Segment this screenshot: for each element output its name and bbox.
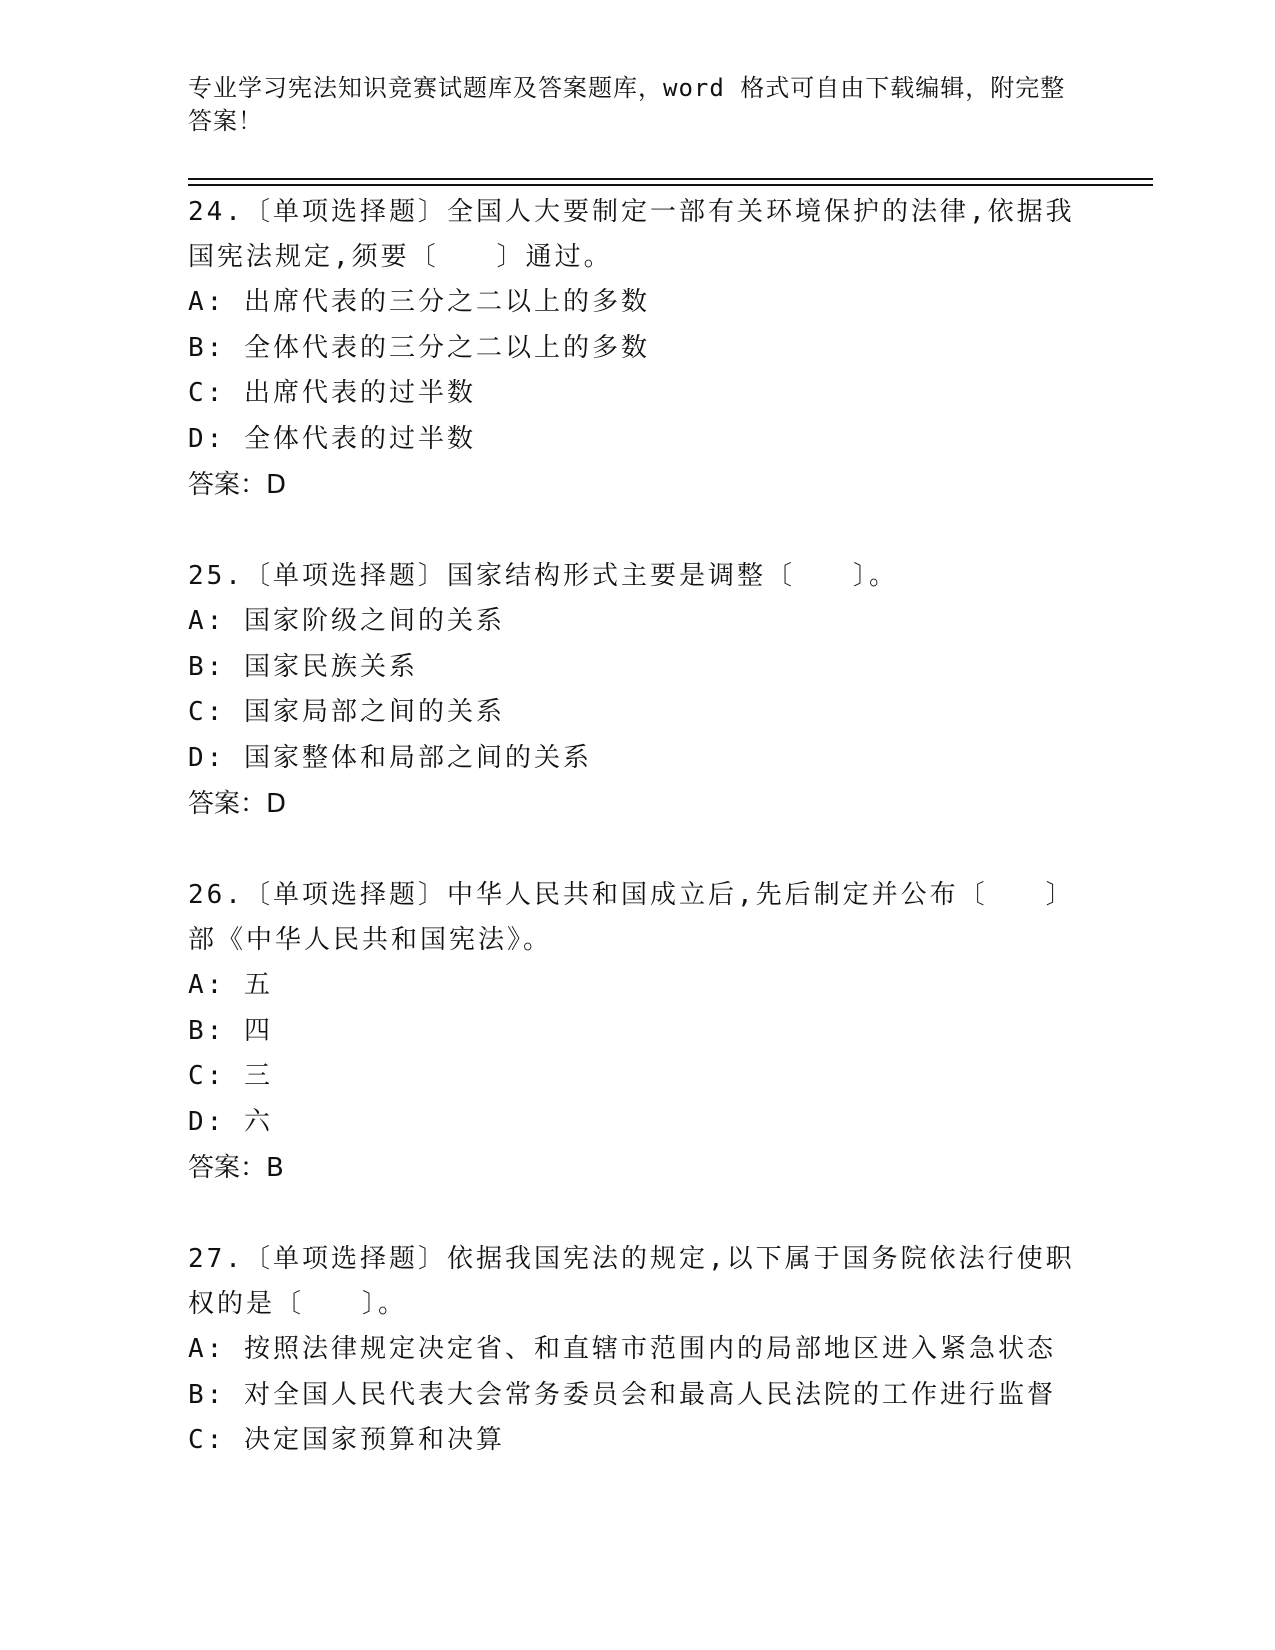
option-a: A: 国家阶级之间的关系 [188, 606, 505, 636]
option-a: A: 按照法律规定决定省、和直辖市范围内的局部地区进入紧急状态 [188, 1334, 1056, 1364]
header-divider-top [188, 178, 1153, 180]
question-list [188, 190, 1088, 1510]
option-b: B: 对全国人民代表大会常务委员会和最高人民法院的工作进行监督 [188, 1379, 1056, 1410]
option-d: D: 国家整体和局部之间的关系 [188, 742, 592, 773]
option-c: C: 出席代表的过半数 [188, 378, 476, 408]
option-c: C: 决定国家预算和决算 [188, 1425, 505, 1455]
option-c: C: 三 [188, 1061, 273, 1091]
question-26 [188, 873, 1088, 1191]
option-d: D: 六 [188, 1106, 273, 1137]
option-b: B: 四 [188, 1015, 273, 1046]
option-b: B: 全体代表的三分之二以上的多数 [188, 332, 650, 363]
answer-line: 答案：D [188, 470, 287, 500]
answer-line: 答案：D [188, 789, 287, 819]
option-d: D: 全体代表的过半数 [188, 423, 476, 454]
question-24 [188, 190, 1088, 508]
option-b: B: 国家民族关系 [188, 651, 418, 682]
question-25 [188, 554, 1088, 827]
header-divider-bottom [188, 184, 1153, 186]
question-27 [188, 1237, 1088, 1464]
question-stem: 25.〔单项选择题〕国家结构形式主要是调整〔 〕。 [188, 561, 898, 591]
question-stem: 24.〔单项选择题〕全国人大要制定一部有关环境保护的法律,依据我国宪法规定,须要〔 〕通过。 [188, 197, 1075, 272]
option-a: A: 出席代表的三分之二以上的多数 [188, 287, 650, 317]
question-stem: 26.〔单项选择题〕中华人民共和国成立后,先后制定并公布〔 〕部《中华人民共和国宪法》。 [188, 880, 1075, 955]
answer-line: 答案：B [188, 1153, 284, 1183]
option-a: A: 五 [188, 970, 273, 1000]
option-c: C: 国家局部之间的关系 [188, 697, 505, 727]
document-header: 专业学习宪法知识竞赛试题库及答案题库，word 格式可自由下载编辑，附完整答案！ [188, 74, 1066, 135]
question-stem: 27.〔单项选择题〕依据我国宪法的规定,以下属于国务院依法行使职权的是〔 〕。 [188, 1244, 1075, 1319]
